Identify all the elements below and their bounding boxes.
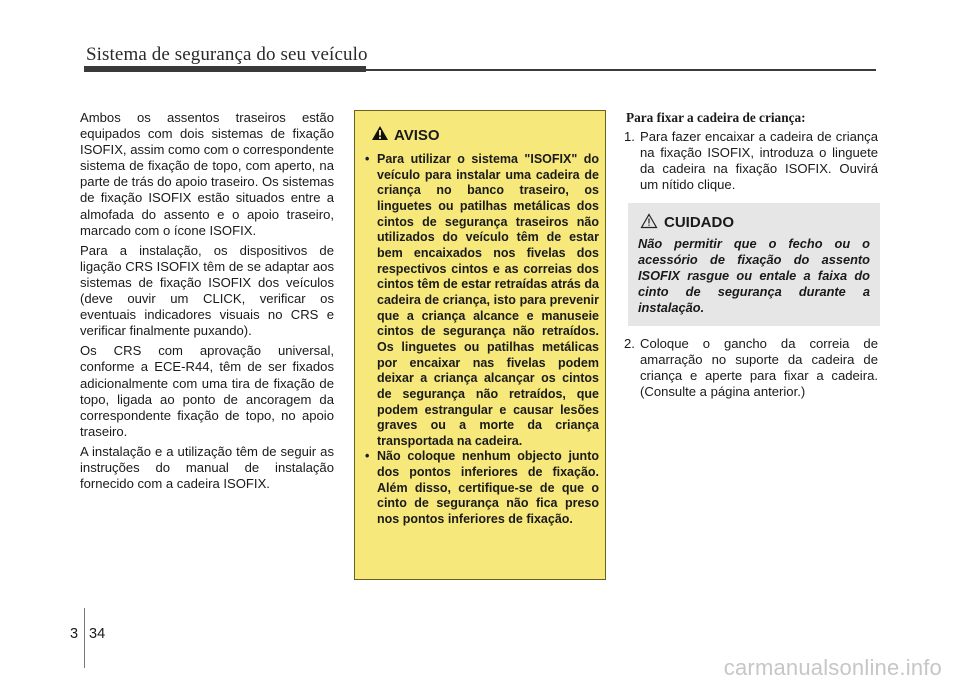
- intro-paragraph-3: Os CRS com aprovação universal, conforme a ECE-R44, têm de ser fixados adicionalmente com uma tira de fixação de topo, ligada ao ponto de ancoragem da correspondente fixação de topo, no apoio traseiro.: [80, 343, 334, 439]
- caution-box: [628, 203, 880, 325]
- step-2-text: Coloque o gancho da correia de amarração no suporte da cadeira de criança e aperte para fixar a cadeira. (Consulte a página anterior.): [640, 335, 878, 399]
- warning-list: [363, 152, 599, 528]
- instructions-column: [624, 110, 878, 400]
- caution-header: [640, 213, 870, 233]
- step-2-number: 2.: [624, 335, 635, 351]
- instructions-heading: Para fixar a cadeira de criança:: [626, 110, 806, 125]
- caution-title: CUIDADO: [664, 214, 734, 232]
- warning-triangle-icon: [371, 125, 389, 146]
- intro-paragraph-4: A instalação e a utilização têm de seguir as instruções do manual de instalação fornecido com a cadeira ISOFIX.: [80, 443, 334, 492]
- intro-paragraph-1: Ambos os assentos traseiros estão equipados com dois sistemas de fixação ISOFIX, assim como com o correspondente sistema de fixação de topo, com aperto, na parte de trás do apoio traseiro. Os sistemas de fixação ISOFIX estão situados entre a almofada do assento e o apoio traseiro, marcado com o ícone ISOFIX.: [80, 110, 334, 238]
- intro-paragraph-2: Para a instalação, os dispositivos de ligação CRS ISOFIX têm de se adaptar aos sistemas de fixação ISOFIX dos veículos (deve ouvir um CLICK, verificar os eventuais indicadores visuais no CRS e verificar finalmente puxando).: [80, 242, 334, 339]
- step-2: [624, 336, 878, 400]
- step-1-text: Para fazer encaixar a cadeira de criança na fixação ISOFIX, introduza o linguete da cadeira na fixação ISOFIX. Ouvirá um nítido clique.: [640, 129, 878, 193]
- caution-text: Não permitir que o fecho ou o acessório de fixação do assento ISOFIX rasgue ou entale a faixa do cinto de segurança durante a instalação.: [638, 235, 870, 315]
- warning-header: [371, 125, 599, 146]
- warning-item-1: [363, 152, 599, 449]
- warning-item-1-text: Para utilizar o sistema "ISOFIX" do veículo para instalar uma cadeira de criança no banco traseiro, os linguetes ou patilhas metálicas dos cintos de segurança traseiros não utilizados do veículo têm de estar bem encaixados nos fivelas dos respectivos cintos e as correias dos cintos têm de estar retraídas atrás da cadeira de criança, isto para prevenir que a criança alcance e manuseie cintos de segurança não retraídos. Os linguetes ou patilhas metálicas por encaixar nas fivelas podem deixar a criança alcançar os cintos de segurança não retraídos, que podem estrangular e causar lesões graves ou a morte da criança transportada na cadeira.: [377, 152, 599, 448]
- step-1: [624, 129, 878, 193]
- chapter-number: 3: [70, 626, 79, 642]
- warning-item-2-text: Não coloque nenhum objecto junto dos pontos inferiores de fixação. Além disso, certifique-se de que o cinto de segurança não fica preso nos pontos inferiores de fixação.: [377, 449, 599, 527]
- watermark: carmanualsonline.info: [723, 655, 942, 680]
- warning-box: [354, 110, 606, 580]
- warning-item-2: [363, 449, 599, 527]
- intro-column: [80, 110, 334, 496]
- warning-title: AVISO: [394, 127, 440, 144]
- footer-divider: [84, 608, 85, 668]
- caution-triangle-icon: [640, 213, 658, 233]
- bullet: •: [365, 152, 370, 166]
- header-rule: [84, 69, 876, 71]
- bullet: •: [365, 449, 370, 464]
- page-number: 34: [89, 626, 106, 642]
- step-1-number: 1.: [624, 129, 635, 145]
- page-header-title: Sistema de segurança do seu veículo: [86, 44, 368, 65]
